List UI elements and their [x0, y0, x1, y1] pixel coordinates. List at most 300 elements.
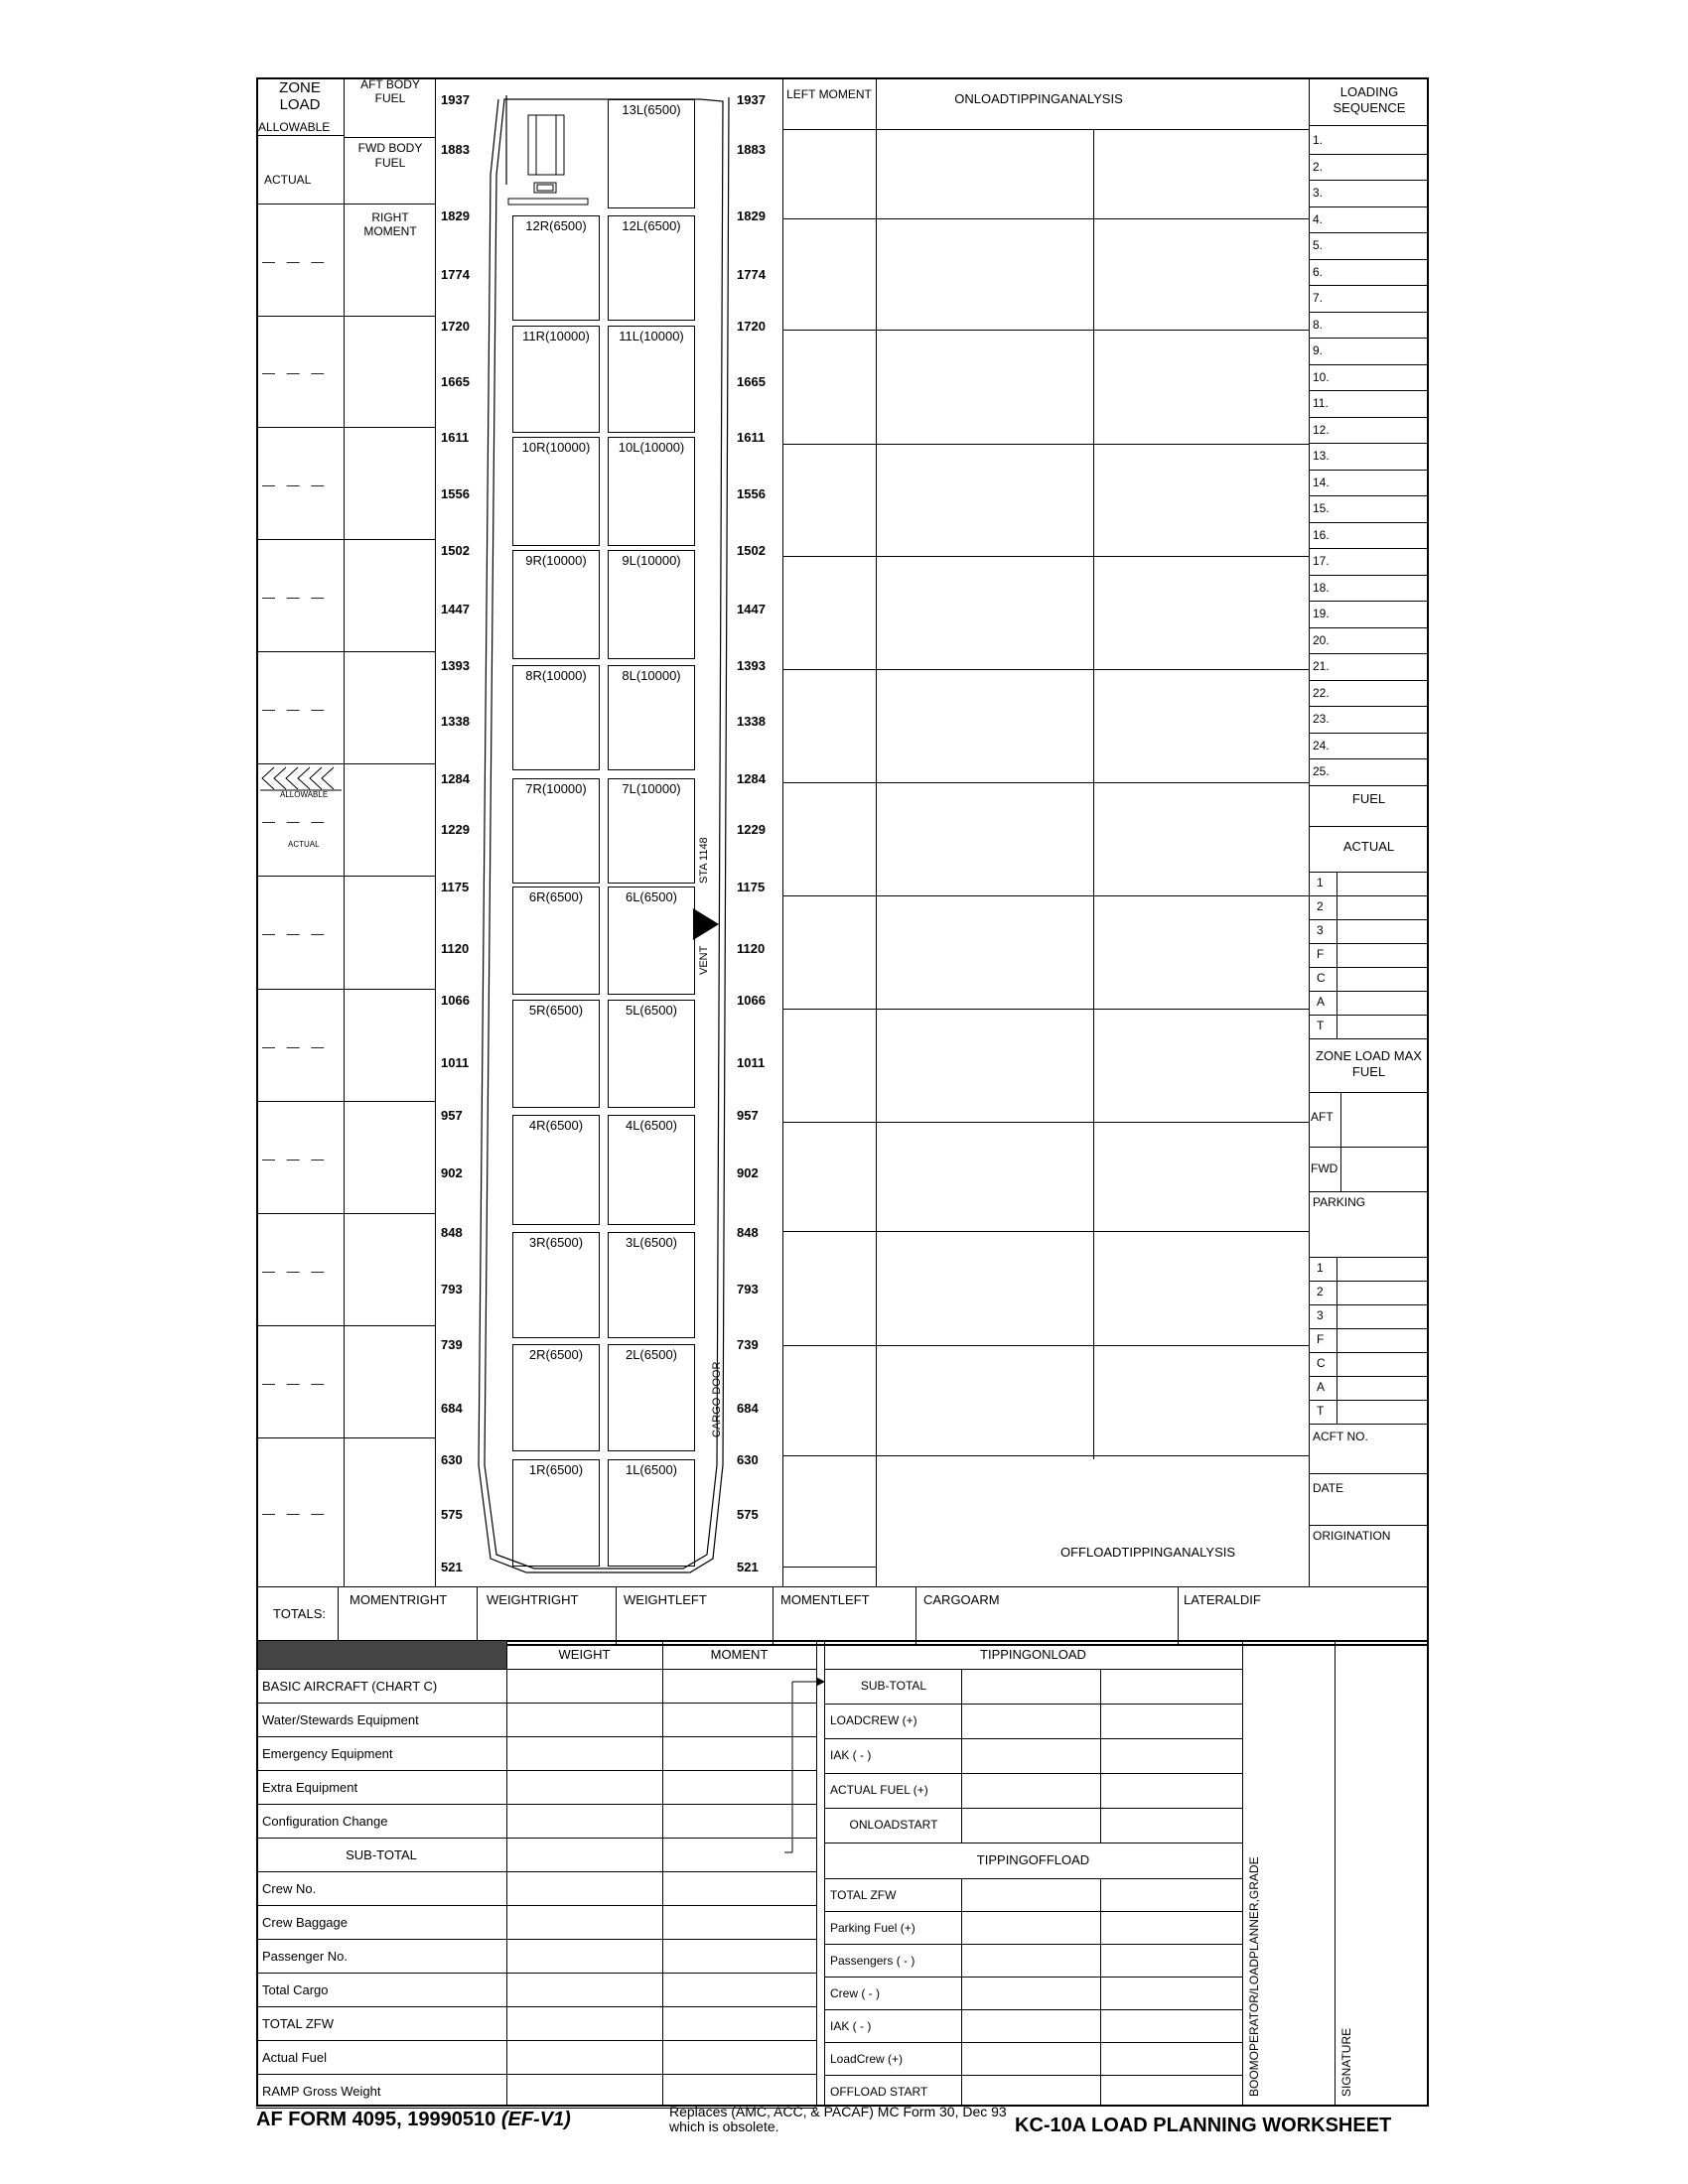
sequence-input[interactable] — [1338, 760, 1426, 782]
weight-input[interactable] — [508, 2077, 660, 2105]
row-line — [824, 1911, 1242, 1912]
station-number-left: 1502 — [441, 543, 470, 558]
station-number-left: 848 — [441, 1225, 463, 1240]
row-line — [782, 1567, 876, 1568]
cargo-bay-right[interactable] — [512, 665, 600, 770]
cargo-bay-right[interactable] — [512, 326, 600, 433]
cargo-bay-left[interactable] — [608, 887, 695, 995]
sequence-item: 22. — [1313, 686, 1330, 700]
row-line — [256, 316, 435, 317]
sta-label: STA 1148 — [698, 837, 710, 884]
parking-tank-label: F — [1317, 1332, 1325, 1346]
sequence-item: 8. — [1313, 318, 1324, 332]
tipping-onload-label: IAK ( - ) — [830, 1748, 872, 1762]
parking-tank-input[interactable] — [1338, 1377, 1426, 1399]
col-line — [1093, 129, 1094, 1459]
acft-no-label: ACFT NO. — [1313, 1430, 1368, 1443]
sequence-item: 7. — [1313, 291, 1324, 305]
zone-allowable-dash: — — — — [262, 365, 329, 380]
tipping-onload-input[interactable] — [1102, 1741, 1240, 1769]
moment-input[interactable] — [664, 2077, 814, 2105]
cargo-bay-left[interactable] — [608, 99, 695, 208]
weight-row-label: SUB-TOTAL — [346, 1847, 417, 1862]
tipping-offload-label: Passengers ( - ) — [830, 1954, 915, 1968]
station-number-right: 1883 — [737, 142, 766, 157]
row-line — [1309, 826, 1429, 827]
sequence-input[interactable] — [1338, 655, 1426, 677]
sequence-item: 20. — [1313, 633, 1330, 647]
tipping-onload-label: SUB-TOTAL — [860, 1679, 927, 1693]
sequence-input[interactable] — [1338, 129, 1426, 151]
row-line — [782, 1231, 1309, 1232]
row-line — [256, 1939, 816, 1940]
row-line — [824, 2009, 1242, 2010]
row-line — [256, 1973, 816, 1974]
bay-label: 11L(10000) — [619, 329, 684, 343]
row-line — [256, 1213, 435, 1214]
station-number-right: 1829 — [737, 208, 766, 223]
row-line — [1309, 601, 1429, 602]
col-line — [1178, 1586, 1179, 1646]
station-number-right: 1011 — [737, 1055, 766, 1070]
tipping-offload-input[interactable] — [963, 2078, 1098, 2105]
bay-label: 3L(6500) — [625, 1235, 678, 1250]
parking-tank-input[interactable] — [1338, 1282, 1426, 1303]
station-number-left: 1229 — [441, 822, 470, 837]
tipping-offload-input[interactable] — [963, 1947, 1098, 1974]
weight-input[interactable] — [508, 1942, 660, 1970]
weight-row-label: Configuration Change — [262, 1814, 388, 1829]
weight-row-label: Extra Equipment — [262, 1780, 358, 1795]
bay-label: 2R(6500) — [528, 1347, 584, 1362]
moment-input[interactable] — [664, 1942, 814, 1970]
parking-tank-input[interactable] — [1338, 1401, 1426, 1423]
tipping-onload-input[interactable] — [1102, 1776, 1240, 1804]
fuel-tank-label: T — [1317, 1019, 1325, 1032]
row-line — [256, 1101, 435, 1102]
cargo-bay-left[interactable] — [608, 550, 695, 659]
zone-allowable-dash: — — — — [262, 1264, 329, 1279]
totals-weight-left: WEIGHTLEFT — [624, 1592, 707, 1607]
row-line — [824, 1808, 1242, 1809]
moment-input[interactable] — [664, 2043, 814, 2071]
station-number-right: 1937 — [737, 92, 766, 107]
cargo-bay-left[interactable] — [608, 326, 695, 433]
row-line — [824, 1878, 1242, 1879]
bay-label: 1L(6500) — [625, 1462, 678, 1477]
row-line — [256, 1586, 1429, 1587]
sequence-item: 16. — [1313, 528, 1330, 542]
cargo-bay-left[interactable] — [608, 437, 695, 546]
weight-input[interactable] — [508, 2043, 660, 2071]
row-line — [824, 2042, 1242, 2043]
station-number-left: 684 — [441, 1401, 463, 1416]
tipping-onload-input[interactable] — [963, 1741, 1098, 1769]
sequence-item: 23. — [1313, 712, 1330, 726]
station-number-right: 902 — [737, 1165, 759, 1180]
parking-tank-input[interactable] — [1338, 1353, 1426, 1375]
sequence-input[interactable] — [1338, 340, 1426, 361]
row-line — [782, 1009, 1309, 1010]
sequence-item: 11. — [1313, 396, 1329, 410]
tipping-offload-input[interactable] — [963, 1914, 1098, 1941]
sequence-item: 18. — [1313, 581, 1330, 595]
row-line — [1309, 470, 1429, 471]
row-line — [1309, 548, 1429, 549]
weight-input[interactable] — [508, 1706, 660, 1733]
row-line — [782, 330, 1309, 331]
row-line — [1309, 1147, 1429, 1148]
cargo-bay-right[interactable] — [512, 437, 600, 546]
station-number-right: 1774 — [737, 267, 766, 282]
row-line — [1309, 495, 1429, 496]
row-line — [1309, 1092, 1429, 1093]
tipping-offload-input[interactable] — [963, 1979, 1098, 2006]
col-line — [477, 1586, 478, 1646]
tipping-onload-input[interactable] — [1102, 1706, 1240, 1734]
station-number-left: 1120 — [441, 941, 470, 956]
station-number-right: 1284 — [737, 771, 766, 786]
sequence-input[interactable] — [1338, 419, 1426, 441]
station-number-right: 1720 — [737, 319, 766, 334]
tipping-onload-input[interactable] — [963, 1672, 1098, 1700]
bay-label: 4R(6500) — [528, 1118, 584, 1133]
sequence-input[interactable] — [1338, 524, 1426, 546]
row-line — [1309, 627, 1429, 628]
cargo-bay-left[interactable] — [608, 1000, 695, 1108]
cargo-bay-right[interactable] — [512, 550, 600, 659]
sequence-item: 19. — [1313, 607, 1330, 620]
row-line — [824, 1773, 1242, 1774]
sequence-item: 9. — [1313, 343, 1324, 357]
row-line — [1309, 232, 1429, 233]
row-line — [782, 1455, 1309, 1456]
weight-input[interactable] — [508, 1739, 660, 1767]
sequence-input[interactable] — [1338, 287, 1426, 309]
tipping-onload-input[interactable] — [963, 1776, 1098, 1804]
weight-row-label: Emergency Equipment — [262, 1746, 393, 1761]
parking-tank-label: 1 — [1317, 1261, 1324, 1275]
tipping-offload-label: OFFLOAD START — [830, 2085, 928, 2099]
col-line — [344, 77, 345, 1586]
col-line — [1336, 895, 1337, 919]
col-line — [1336, 1257, 1337, 1281]
col-line — [616, 1586, 617, 1646]
sequence-input[interactable] — [1338, 735, 1426, 756]
tipping-onload-input[interactable] — [963, 1811, 1098, 1839]
bay-label: 3R(6500) — [528, 1235, 584, 1250]
row-line — [1309, 785, 1429, 786]
bay-label: 13L(6500) — [622, 102, 681, 117]
row-line — [256, 1669, 816, 1670]
col-line — [1336, 872, 1337, 895]
station-number-right: 684 — [737, 1401, 759, 1416]
row-line — [1309, 1473, 1429, 1474]
tipping-offload-input[interactable] — [1102, 1914, 1240, 1941]
fuel-tank-input[interactable] — [1338, 1016, 1426, 1037]
weight-input[interactable] — [508, 1807, 660, 1835]
row-line — [1309, 390, 1429, 391]
totals-label: TOTALS: — [273, 1606, 326, 1621]
parking-tank-input[interactable] — [1338, 1258, 1426, 1280]
station-number-right: 1665 — [737, 374, 766, 389]
totals-moment-left: MOMENTLEFT — [780, 1592, 870, 1607]
row-line — [782, 556, 1309, 557]
station-number-left: 902 — [441, 1165, 463, 1180]
fuel-tank-input[interactable] — [1338, 968, 1426, 990]
loading-sequence-header: LOADING SEQUENCE — [1333, 84, 1406, 115]
weight-input[interactable] — [508, 2009, 660, 2037]
fwd-body-fuel-header: FWD BODY FUEL — [357, 141, 423, 170]
row-line — [256, 2040, 816, 2041]
fuel-tank-label: C — [1317, 971, 1326, 985]
weight-row-label: TOTAL ZFW — [262, 2016, 334, 2031]
station-number-left: 630 — [441, 1452, 463, 1467]
tipping-offload-label: Parking Fuel (+) — [830, 1921, 915, 1935]
weight-row-label: Passenger No. — [262, 1949, 348, 1964]
vent-label: VENT — [698, 945, 710, 975]
row-line — [1309, 259, 1429, 260]
tipping-offload-input[interactable] — [963, 2045, 1098, 2072]
moment-input[interactable] — [664, 1976, 814, 2003]
bay-label: 7L(10000) — [622, 781, 681, 796]
signature-label: SIGNATURE — [1339, 2027, 1353, 2097]
sequence-item: 14. — [1313, 476, 1330, 489]
col-line — [915, 1586, 916, 1646]
fuel-tank-input[interactable] — [1338, 896, 1426, 918]
row-line — [1309, 680, 1429, 681]
station-number-left: 1720 — [441, 319, 470, 334]
zone-allowable-dash: — — — — [262, 590, 329, 605]
date-label: DATE — [1313, 1481, 1344, 1495]
zone-allowable-dash: — — — — [262, 814, 329, 829]
sequence-input[interactable] — [1338, 497, 1426, 519]
bay-label: 9R(10000) — [525, 553, 587, 568]
col-line — [1336, 1304, 1337, 1328]
row-line — [1309, 180, 1429, 181]
row-line — [782, 895, 1309, 896]
cargo-bay-right[interactable] — [512, 1000, 600, 1108]
station-number-left: 1774 — [441, 267, 470, 282]
sequence-input[interactable] — [1338, 314, 1426, 336]
cargo-bay-left[interactable] — [608, 665, 695, 770]
zone-allowable-dash: — — — — [262, 926, 329, 941]
col-line — [961, 1878, 962, 2107]
allowable-label: ALLOWABLE — [258, 120, 331, 134]
row-line — [1309, 443, 1429, 444]
col-line — [1100, 1878, 1101, 2107]
sequence-input[interactable] — [1338, 261, 1426, 283]
station-number-left: 957 — [441, 1108, 463, 1123]
tipping-offload-input[interactable] — [1102, 2012, 1240, 2039]
row-line — [1309, 338, 1429, 339]
bay-label: 12L(6500) — [622, 218, 681, 233]
moment-column-header: MOMENT — [710, 1647, 769, 1662]
tipping-onload-input[interactable] — [1102, 1811, 1240, 1839]
fuel-tank-label: A — [1317, 995, 1326, 1009]
sequence-input[interactable] — [1338, 550, 1426, 572]
weight-row-label: Total Cargo — [262, 1982, 329, 1997]
zone-load-header: ZONE LOAD — [279, 79, 321, 113]
fuel-tank-label: 1 — [1317, 876, 1324, 889]
moment-input[interactable] — [664, 1874, 814, 1902]
fuel-tank-input[interactable] — [1338, 873, 1426, 894]
sequence-input[interactable] — [1338, 156, 1426, 178]
sequence-item: 15. — [1313, 501, 1330, 515]
col-line — [338, 1586, 339, 1646]
zone-allowable-dash: — — — — [262, 1152, 329, 1166]
weight-row-label: Crew No. — [262, 1881, 317, 1896]
row-line — [256, 1736, 816, 1737]
station-number-right: 1066 — [737, 993, 766, 1008]
station-number-left: 1447 — [441, 602, 470, 616]
sequence-input[interactable] — [1338, 208, 1426, 230]
tipping-offload-input[interactable] — [1102, 2045, 1240, 2072]
tipping-offload-input[interactable] — [963, 1881, 1098, 1908]
col-line — [1336, 943, 1337, 967]
sequence-input[interactable] — [1338, 577, 1426, 599]
tipping-offload-input[interactable] — [1102, 1979, 1240, 2006]
cargo-bay-left[interactable] — [608, 1232, 695, 1338]
cargo-bay-left[interactable] — [608, 215, 695, 321]
tipping-offload-input[interactable] — [1102, 1881, 1240, 1908]
parking-tank-input[interactable] — [1338, 1305, 1426, 1327]
sequence-input[interactable] — [1338, 392, 1426, 414]
col-line — [1336, 1281, 1337, 1304]
row-line — [344, 137, 435, 138]
row-line — [1309, 364, 1429, 365]
sequence-item: 25. — [1313, 764, 1330, 778]
col-line — [1336, 1328, 1337, 1352]
cargo-bay-right[interactable] — [512, 1459, 600, 1567]
row-line — [782, 1122, 1309, 1123]
sequence-input[interactable] — [1338, 603, 1426, 624]
col-line — [1336, 967, 1337, 991]
row-line — [256, 1838, 816, 1839]
sequence-input[interactable] — [1338, 445, 1426, 467]
cargo-bay-right[interactable] — [512, 887, 600, 995]
col-line — [435, 77, 436, 1586]
station-number-right: 848 — [737, 1225, 759, 1240]
tipping-offload-input[interactable] — [1102, 2078, 1240, 2105]
row-line — [1309, 285, 1429, 286]
cargo-bay-right[interactable] — [512, 1232, 600, 1338]
col-line — [1340, 1092, 1341, 1191]
tipping-onload-input[interactable] — [1102, 1672, 1240, 1700]
cargo-bay-right[interactable] — [512, 1115, 600, 1225]
moment-input[interactable] — [664, 1908, 814, 1936]
row-line — [1309, 125, 1429, 126]
tipping-offload-input[interactable] — [963, 2012, 1098, 2039]
sequence-item: 17. — [1313, 554, 1330, 568]
row-line — [256, 2074, 816, 2075]
station-number-left: 1284 — [441, 771, 470, 786]
station-number-left: 1011 — [441, 1055, 470, 1070]
col-line — [1336, 1400, 1337, 1424]
station-number-right: 1175 — [737, 880, 766, 894]
weight-input[interactable] — [508, 1976, 660, 2003]
fuel-tank-input[interactable] — [1338, 992, 1426, 1014]
row-line — [1309, 1191, 1429, 1192]
col-line — [1100, 1669, 1101, 1843]
cargo-bay-right[interactable] — [512, 778, 600, 884]
weight-input[interactable] — [508, 1672, 660, 1700]
cargo-bay-right[interactable] — [512, 215, 600, 321]
weight-row-label: RAMP Gross Weight — [262, 2084, 381, 2099]
col-line — [506, 1640, 507, 2107]
row-line — [1309, 417, 1429, 418]
sequence-input[interactable] — [1338, 629, 1426, 651]
tipping-offload-input[interactable] — [1102, 1947, 1240, 1974]
sequence-input[interactable] — [1338, 182, 1426, 204]
weight-input[interactable] — [508, 1773, 660, 1801]
sequence-item: 13. — [1313, 449, 1330, 463]
sequence-item: 5. — [1313, 238, 1324, 252]
tipping-onload-label: LOADCREW (+) — [830, 1713, 917, 1727]
station-number-left: 1883 — [441, 142, 470, 157]
zone-allowable-dash: — — — — [262, 702, 329, 717]
cargo-bay-left[interactable] — [608, 778, 695, 884]
bay-label: 1R(6500) — [528, 1462, 584, 1477]
sequence-input[interactable] — [1338, 708, 1426, 730]
fuel-tank-label: 3 — [1317, 923, 1324, 937]
cargo-bay-right[interactable] — [512, 1344, 600, 1451]
sequence-input[interactable] — [1338, 682, 1426, 704]
weight-input[interactable] — [508, 1874, 660, 1902]
fuel-tank-input[interactable] — [1338, 920, 1426, 942]
station-number-right: 1502 — [737, 543, 766, 558]
station-number-left: 1937 — [441, 92, 470, 107]
sequence-item: 6. — [1313, 265, 1324, 279]
row-line — [1309, 653, 1429, 654]
bay-label: 10R(10000) — [521, 440, 591, 455]
row-line — [782, 218, 1309, 219]
sequence-input[interactable] — [1338, 366, 1426, 388]
fuel-tank-input[interactable] — [1338, 944, 1426, 966]
form-title: KC-10A LOAD PLANNING WORKSHEET — [1015, 2115, 1392, 2136]
row-line — [256, 1905, 816, 1906]
sequence-input[interactable] — [1338, 472, 1426, 493]
col-line — [782, 77, 783, 1586]
sequence-item: 21. — [1313, 659, 1330, 673]
moment-input[interactable] — [664, 2009, 814, 2037]
right-moment-header: RIGHT MOMENT — [363, 210, 417, 238]
row-line — [256, 989, 435, 990]
weight-row-label: Actual Fuel — [262, 2050, 328, 2065]
row-line — [1309, 706, 1429, 707]
row-line — [256, 876, 435, 877]
weight-input[interactable] — [508, 1908, 660, 1936]
sequence-input[interactable] — [1338, 234, 1426, 256]
bay-label: 10L(10000) — [618, 440, 685, 455]
bay-label: 9L(10000) — [622, 553, 681, 568]
cargo-bay-left[interactable] — [608, 1344, 695, 1451]
row-line — [1309, 1038, 1429, 1039]
station-number-left: 575 — [441, 1507, 463, 1522]
row-line — [782, 782, 1309, 783]
cargo-bay-left[interactable] — [608, 1115, 695, 1225]
row-line — [824, 1944, 1242, 1945]
cargo-bay-left[interactable] — [608, 1459, 695, 1567]
totals-lateral-dif: LATERALDIF — [1184, 1592, 1261, 1607]
zone-allowable-dash: — — — — [262, 1506, 329, 1521]
parking-tank-label: 3 — [1317, 1308, 1324, 1322]
weight-input[interactable] — [508, 1841, 660, 1868]
tipping-onload-input[interactable] — [963, 1706, 1098, 1734]
sequence-item: 4. — [1313, 212, 1324, 226]
bay-label: 8L(10000) — [622, 668, 681, 683]
parking-tank-input[interactable] — [1338, 1329, 1426, 1351]
